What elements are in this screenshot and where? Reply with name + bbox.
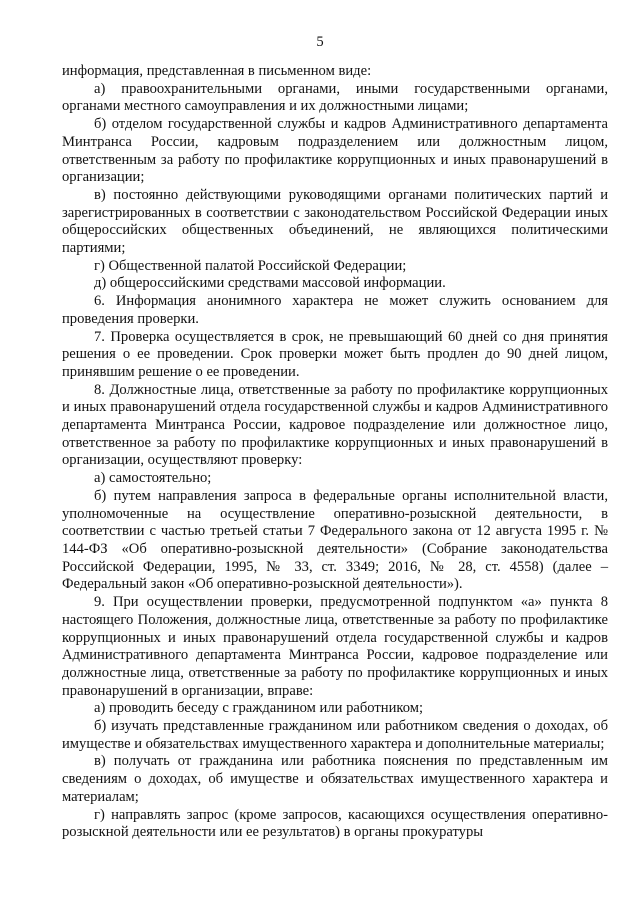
- paragraph-clause-9-g: г) направлять запрос (кроме запросов, касающихся осуществления оперативно-розыскной деятельности или ее результатов) в органы прокуратуры: [62, 806, 608, 841]
- paragraph-clause-9-b: б) изучать представленные гражданином или работником сведения о доходах, об имуществе и обязательствах имущественного характера и дополнительные материалы;: [62, 718, 608, 752]
- paragraph-clause-8-a: а) самостоятельно;: [94, 470, 212, 487]
- paragraph-clause-8: 8. Должностные лица, ответственные за работу по профилактике коррупционных и иных правонарушений отдела государственной службы и кадров Административного департамента Минтранса России, кадровое подразделение или должностное лицо, ответственное за работу по профилактике коррупционных и иных правонарушений в организации, осуществляют проверку:: [62, 381, 608, 469]
- paragraph-clause-9: 9. При осуществлении проверки, предусмотренной подпунктом «а» пункта 8 настоящего Положения, должностные лица, ответственные за работу по профилактике коррупционных и иных правонарушений отдела государственной службы и кадров Административного департамента Минтранса России, кадровое подразделение или должностные лица, ответственные за работу по профилактике коррупционных и иных правонарушений в организации, вправе:: [62, 594, 608, 699]
- paragraph-clause-9-v: в) получать от гражданина или работника пояснения по представленным им сведениям о доходах, об имуществе и обязательствах имущественного характера и материалам;: [62, 753, 608, 805]
- paragraph-clause-7: 7. Проверка осуществляется в срок, не превышающий 60 дней со дня принятия решения о ее проведении. Срок проверки может быть продлен до 90 дней лицом, принявшим решение о ее проведении.: [62, 328, 608, 380]
- paragraph-clause-9-a: а) проводить беседу с гражданином или работником;: [94, 700, 424, 717]
- paragraph-clause-8-b: б) путем направления запроса в федеральные органы исполнительной власти, уполномоченные на осуществление оперативно-розыскной деятельности, в соответствии с частью третьей статьи 7 Федерального закона от 12 августа 1995 г. № 144-ФЗ «Об оперативно-розыскной деятельности» (Собрание законодательства Российской Федерации, 1995, № 33, ст. 3349; 2016, № 28, ст. 4558) (далее – Федеральный закон «Об оперативно-розыскной деятельности»).: [62, 487, 608, 593]
- paragraph-clause-6: 6. Информация анонимного характера не может служить основанием для проведения проверки.: [62, 293, 608, 327]
- paragraph-intro: информация, представленная в письменном виде:: [62, 63, 372, 79]
- document-body: [62, 63, 608, 842]
- paragraph-item-b: б) отделом государственной службы и кадров Административного департамента Минтранса России, кадровым подразделением или должностным лицом, ответственным за работу по профилактике коррупционных и иных правонарушений в организации;: [62, 116, 608, 186]
- paragraph-item-v: в) постоянно действующими руководящими органами политических партий и зарегистрированных в соответствии с законодательством Российской Федерации иных общероссийских общественных объединений, не являющихся политическими партиями;: [62, 186, 608, 257]
- paragraph-item-d: д) общероссийскими средствами массовой информации.: [94, 275, 446, 292]
- page-number: 5: [316, 34, 324, 50]
- paragraph-item-a: а) правоохранительными органами, иными государственными органами, органами местного самоуправления и их должностными лицами;: [62, 80, 608, 115]
- paragraph-item-g: г) Общественной палатой Российской Федерации;: [94, 257, 407, 274]
